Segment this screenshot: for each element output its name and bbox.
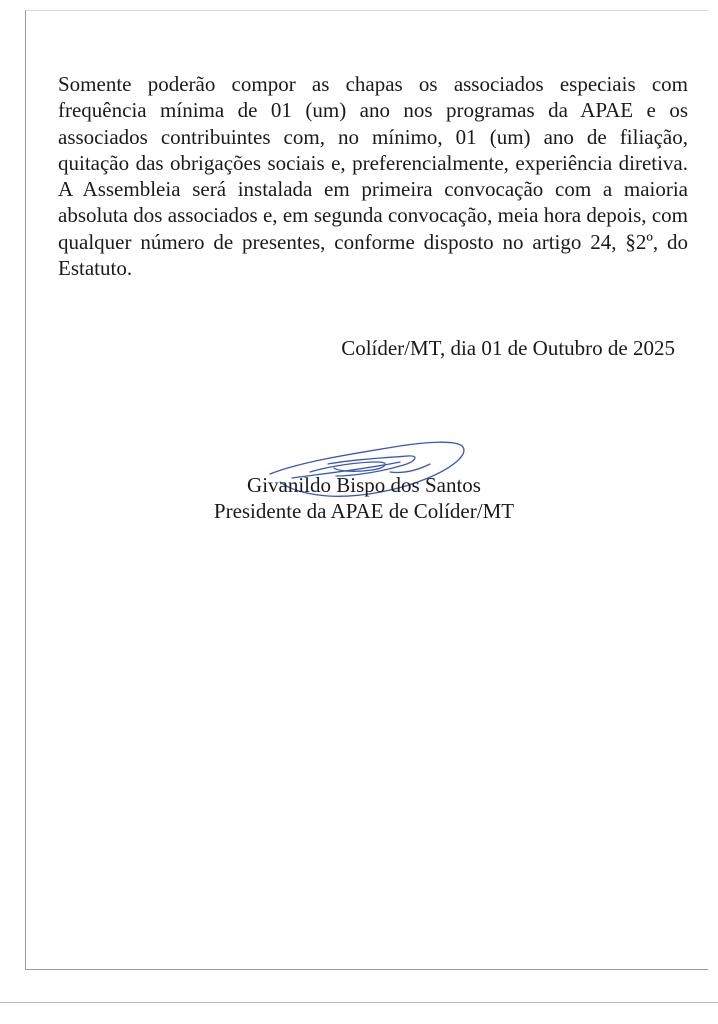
signatory-title: Presidente da APAE de Colíder/MT <box>213 499 515 523</box>
page-edge-line <box>0 1002 718 1003</box>
signature-block <box>0 472 718 524</box>
place-date: Colíder/MT, dia 01 de Outubro de 2025 <box>341 336 675 360</box>
signatory-name: Givanildo Bispo dos Santos <box>247 473 481 497</box>
body-paragraph: Somente poderão compor as chapas os associados especiais com frequência mínima de 01 (um) ano nos programas da APAE e os associados contribuintes com, no mínimo, 01 (um) ano de filiação, quitação das obrigações sociais e, preferencialmente, experiência diretiva. A Assembleia será instalada em primeira convocação com a maioria absoluta dos associados e, em segunda convocação, meia hora depois, com qualquer número de presentes, conforme disposto no artigo 24, §2º, do Estatuto. <box>58 72 688 281</box>
